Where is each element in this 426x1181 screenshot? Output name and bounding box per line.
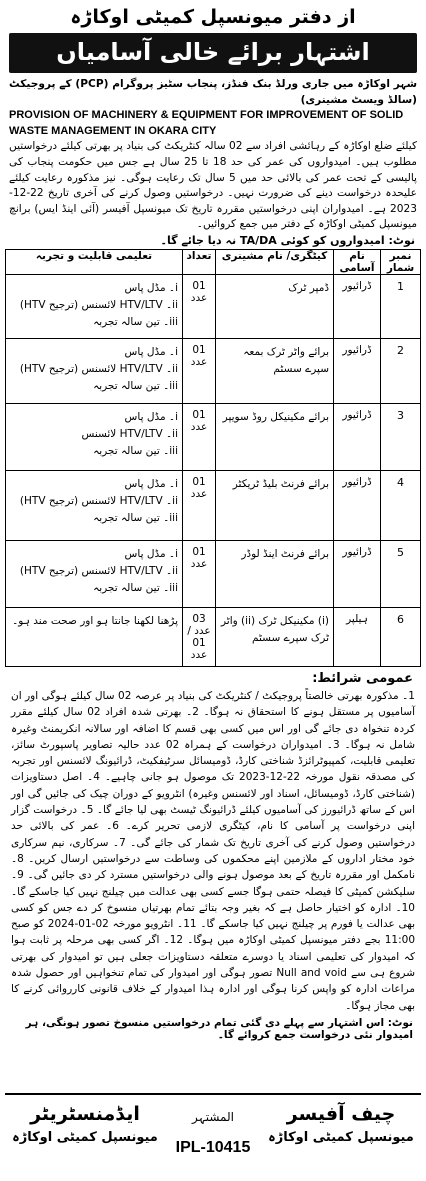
- quantity-cell: 03 عدد / 01 عدد: [183, 607, 216, 666]
- intro-body: کیلئے ضلع اوکاڑہ کے رہائشی افراد سے 02 سالہ کنٹریکٹ کی بنیاد پر بھرتی کیلئے درخواستیں مطلوب ہیں۔ امیدواروں کی عمر کی حد 18 تا 25 سال ہے جس میں حکومت پنجاب کی پالیسی کے تحت عمر کی بالائی حد میں 5 سال تک رعایت ہوگی۔ نیز مذکورہ رعایت کیلئے علیحدہ درخواست دینے کی ضرورت نہیں۔ درخواستیں وصول کرنے کی آخری تاریخ 22-12-2023 ہے۔ امیدواران اپنی درخواستیں مقررہ تاریخ تک میونسپل آفیسر (آئی اینڈ ایس) برانچ میونسپل کمیٹی اوکاڑہ کے دفتر میں جمع کروائیں۔: [9, 140, 417, 231]
- table-row: [6, 470, 421, 540]
- qualification-item: i۔ مڈل پاس: [124, 281, 178, 294]
- qualification-item: ii۔ HTV/LTV لائسنس: [81, 427, 178, 440]
- post-name-cell: ہیلپر: [334, 607, 381, 666]
- general-terms-title: عمومی شرائط:: [312, 670, 413, 686]
- qualification-item: ii۔ HTV/LTV لائسنس (ترجیح HTV): [19, 362, 178, 375]
- qualification-cell: [6, 403, 183, 470]
- chief-officer-title: چیف آفیسر: [286, 1103, 396, 1125]
- qualification-item: ii۔ HTV/LTV لائسنس (ترجیح HTV): [19, 494, 178, 507]
- category-cell: برائے فرنٹ بلیڈ ٹریکٹر: [216, 470, 334, 540]
- chief-officer-signature: [261, 1095, 421, 1175]
- ipl-number: IPL-10415: [175, 1139, 251, 1156]
- category-cell: برائے مکینیکل روڈ سویپر: [216, 403, 334, 470]
- table-row: [6, 403, 421, 470]
- ta-da-notice: نوٹ: امیدواروں کو کوئی TA/DA نہ دیا جائے گا۔: [160, 233, 415, 247]
- post-name-cell: ڈرائیور: [334, 540, 381, 607]
- office-heading: از دفتر میونسپل کمیٹی اوکاڑہ: [70, 6, 356, 28]
- chief-officer-org: میونسپل کمیٹی اوکاڑہ: [268, 1130, 414, 1145]
- qualification-item: i۔ مڈل پاس: [124, 547, 178, 560]
- vacancies-banner: اشتہار برائے خالی آسامیاں: [9, 33, 417, 73]
- qualification-item: iii۔ تین سالہ تجربہ: [93, 581, 178, 594]
- quantity-cell: 01 عدد: [183, 338, 216, 403]
- qualification-item: iii۔ تین سالہ تجربہ: [93, 379, 178, 392]
- quantity-cell: 01 عدد: [183, 403, 216, 470]
- qualification-item: i۔ مڈل پاس: [124, 477, 178, 490]
- table-row: [6, 338, 421, 403]
- intro-section: [5, 77, 421, 233]
- quantity-cell: 01 عدد: [183, 274, 216, 338]
- qualification-item: ii۔ HTV/LTV لائسنس (ترجیح HTV): [19, 564, 178, 577]
- qualification-item: iii۔ تین سالہ تجربہ: [93, 444, 178, 457]
- post-name-cell: ڈرائیور: [334, 274, 381, 338]
- table-row: [6, 607, 421, 666]
- cancellation-note: نوٹ: اس اشتہار سے پہلے دی گئی تمام درخواستیں منسوخ تصور ہونگی، ہر امیدوار نئی درخواست جمع کروائے گا۔: [25, 1016, 413, 1041]
- intro-line-1: شہر اوکاڑہ میں جاری ورلڈ بنک فنڈز، پنجاب سٹیز پروگرام (PCP) کے پروجیکٹ (سالڈ ویسٹ مشینری): [9, 78, 417, 106]
- serial-cell: 5: [381, 540, 421, 607]
- table-row: [6, 274, 421, 338]
- header-category: کیٹگری/ نام مشینری: [216, 249, 334, 274]
- qualification-item: iii۔ تین سالہ تجربہ: [93, 511, 178, 524]
- qualification-item: iii۔ تین سالہ تجربہ: [93, 315, 178, 328]
- advertiser-label: المشتہر: [192, 1110, 234, 1124]
- quantity-cell: 01 عدد: [183, 470, 216, 540]
- post-name-cell: ڈرائیور: [334, 403, 381, 470]
- qualification-cell: [6, 470, 183, 540]
- administrator-org: میونسپل کمیٹی اوکاڑہ: [12, 1130, 158, 1145]
- serial-cell: 4: [381, 470, 421, 540]
- administrator-title: ایڈمنسٹریٹر: [30, 1103, 140, 1125]
- post-name-cell: ڈرائیور: [334, 338, 381, 403]
- header-serial: نمبر شمار: [381, 249, 421, 274]
- header-quantity: تعداد: [183, 249, 216, 274]
- table-header-row: [6, 249, 421, 274]
- header-qualification: تعلیمی قابلیت و تجربہ: [6, 249, 183, 274]
- qualification-cell: [6, 274, 183, 338]
- project-title-english: PROVISION OF MACHINERY & EQUIPMENT FOR IMPROVEMENT OF SOLID WASTE MANAGEMENT IN OKARA CITY: [9, 109, 404, 137]
- qualification-cell: [6, 540, 183, 607]
- serial-cell: 6: [381, 607, 421, 666]
- category-cell: (i) مکینیکل ٹرک (ii) واٹر ٹرک سپرے سسٹم: [216, 607, 334, 666]
- qualification-cell: [6, 338, 183, 403]
- vacancies-table: [5, 249, 421, 667]
- category-cell: برائے واٹر ٹرک بمعہ سپرے سسٹم: [216, 338, 334, 403]
- qualification-item: i۔ مڈل پاس: [124, 410, 178, 423]
- table-row: [6, 540, 421, 607]
- signature-footer: [5, 1093, 421, 1175]
- advertiser-block: [165, 1095, 261, 1175]
- qualification-item: پڑھنا لکھنا جانتا ہو اور صحت مند ہو۔: [12, 614, 178, 627]
- general-terms-text: 1۔ مذکورہ بھرتی خالصتاً پروجیکٹ / کنٹریکٹ کی بنیاد پر عرصہ 02 سال کیلئے ہوگی اور ان آسامیوں پر مستقل ہونے کا استحقاق نہ ہوگا۔ 2۔ بھرتی شدہ افراد 02 سال کیلئے مقرر کردہ تنخواہ دی جائے گی اور اس میں کسی بھی قسم کا اضافہ اور سالانہ انکریمنٹ وغیرہ شامل نہ ہوگا۔ 3۔ امیدواران درخواست کے ہمراہ 02 عدد حالیہ تصاویر پاسپورٹ سائز، تعلیمی قابلیت، کمپیوٹرائزڈ شناختی کارڈ، ڈومیسائل سرٹیفکیٹ، ڈرائیونگ لائسنس اور تجربہ کی مصدقہ نقول مورخہ 22-12-2023 تک موصول ہو جانی چاہیے۔ 4۔ اصل دستاویزات (شناختی کارڈ، ڈومیسائل، اسناد اور لائسنس وغیرہ) انٹرویو کے دوران چیک کی جائیں گی اور اس کے ساتھ ڈرائیورز کی آسامیوں کیلئے ڈرائیونگ ٹیسٹ بھی لیا جائے گا۔ 5۔ درخواست گزار اپنی درخواست پر آسامی کا نام، کیٹگری لازمی تحریر کرے۔ 6۔ عمر کی بالائی حد درخواستیں وصول کرنے کی آخری تاریخ تک شمار کی جائے گی۔ 7۔ سرکاری، نیم سرکاری خود مختار اداروں کے ملازمین اپنے محکموں کی وساطت سے درخواستیں ارسال کریں۔ 8۔ نامکمل اور مقررہ تاریخ کے بعد موصول ہونے والی درخواستیں مسترد کر دی جائیں گی۔ 9۔ سلیکشن کمیٹی کا فیصلہ حتمی ہوگا جسے کسی بھی عدالت میں چیلنج نہیں کیا جاسکے گا۔ 10۔ ادارہ کو اختیار حاصل ہے کہ بغیر وجہ بتائے تمام بھرتیاں منسوخ کر دے جس کو کسی بھی عدالت یا فورم پر چیلنج نہیں کیا جاسکے گا۔ 11۔ انٹرویو مورخہ 02-01-2024 کو صبح 11:00 بجے دفتر میونسپل کمیٹی اوکاڑہ میں ہوگا۔ 12۔ اگر کسی بھی مرحلہ پر ثابت ہوا کہ امیدوار کی تعلیمی اسناد یا دوسرے متعلقہ دستاویزات جعلی ہیں تو امیدوار کی بھرتی شروع ہی سے Null and void تصور ہوگی اور امیدوار کی تمام تنخواہیں اور حصول شدہ مراعات ادارہ کو واپس کرنا ہوگی اور ادارہ ہذا امیدوار کے خلاف قانونی کارروائی کرنے کا بھی مجاز ہوگا۔: [11, 689, 416, 1012]
- qualification-item: ii۔ HTV/LTV لائسنس (ترجیح HTV): [19, 298, 178, 311]
- category-cell: برائے فرنٹ اینڈ لوڈر: [216, 540, 334, 607]
- serial-cell: 2: [381, 338, 421, 403]
- administrator-signature: [5, 1095, 165, 1175]
- post-name-cell: ڈرائیور: [334, 470, 381, 540]
- serial-cell: 1: [381, 274, 421, 338]
- header-post-name: نام آسامی: [334, 249, 381, 274]
- qualification-cell: [6, 607, 183, 666]
- quantity-cell: 01 عدد: [183, 540, 216, 607]
- serial-cell: 3: [381, 403, 421, 470]
- category-cell: ڈمپر ٹرک: [216, 274, 334, 338]
- qualification-item: i۔ مڈل پاس: [124, 345, 178, 358]
